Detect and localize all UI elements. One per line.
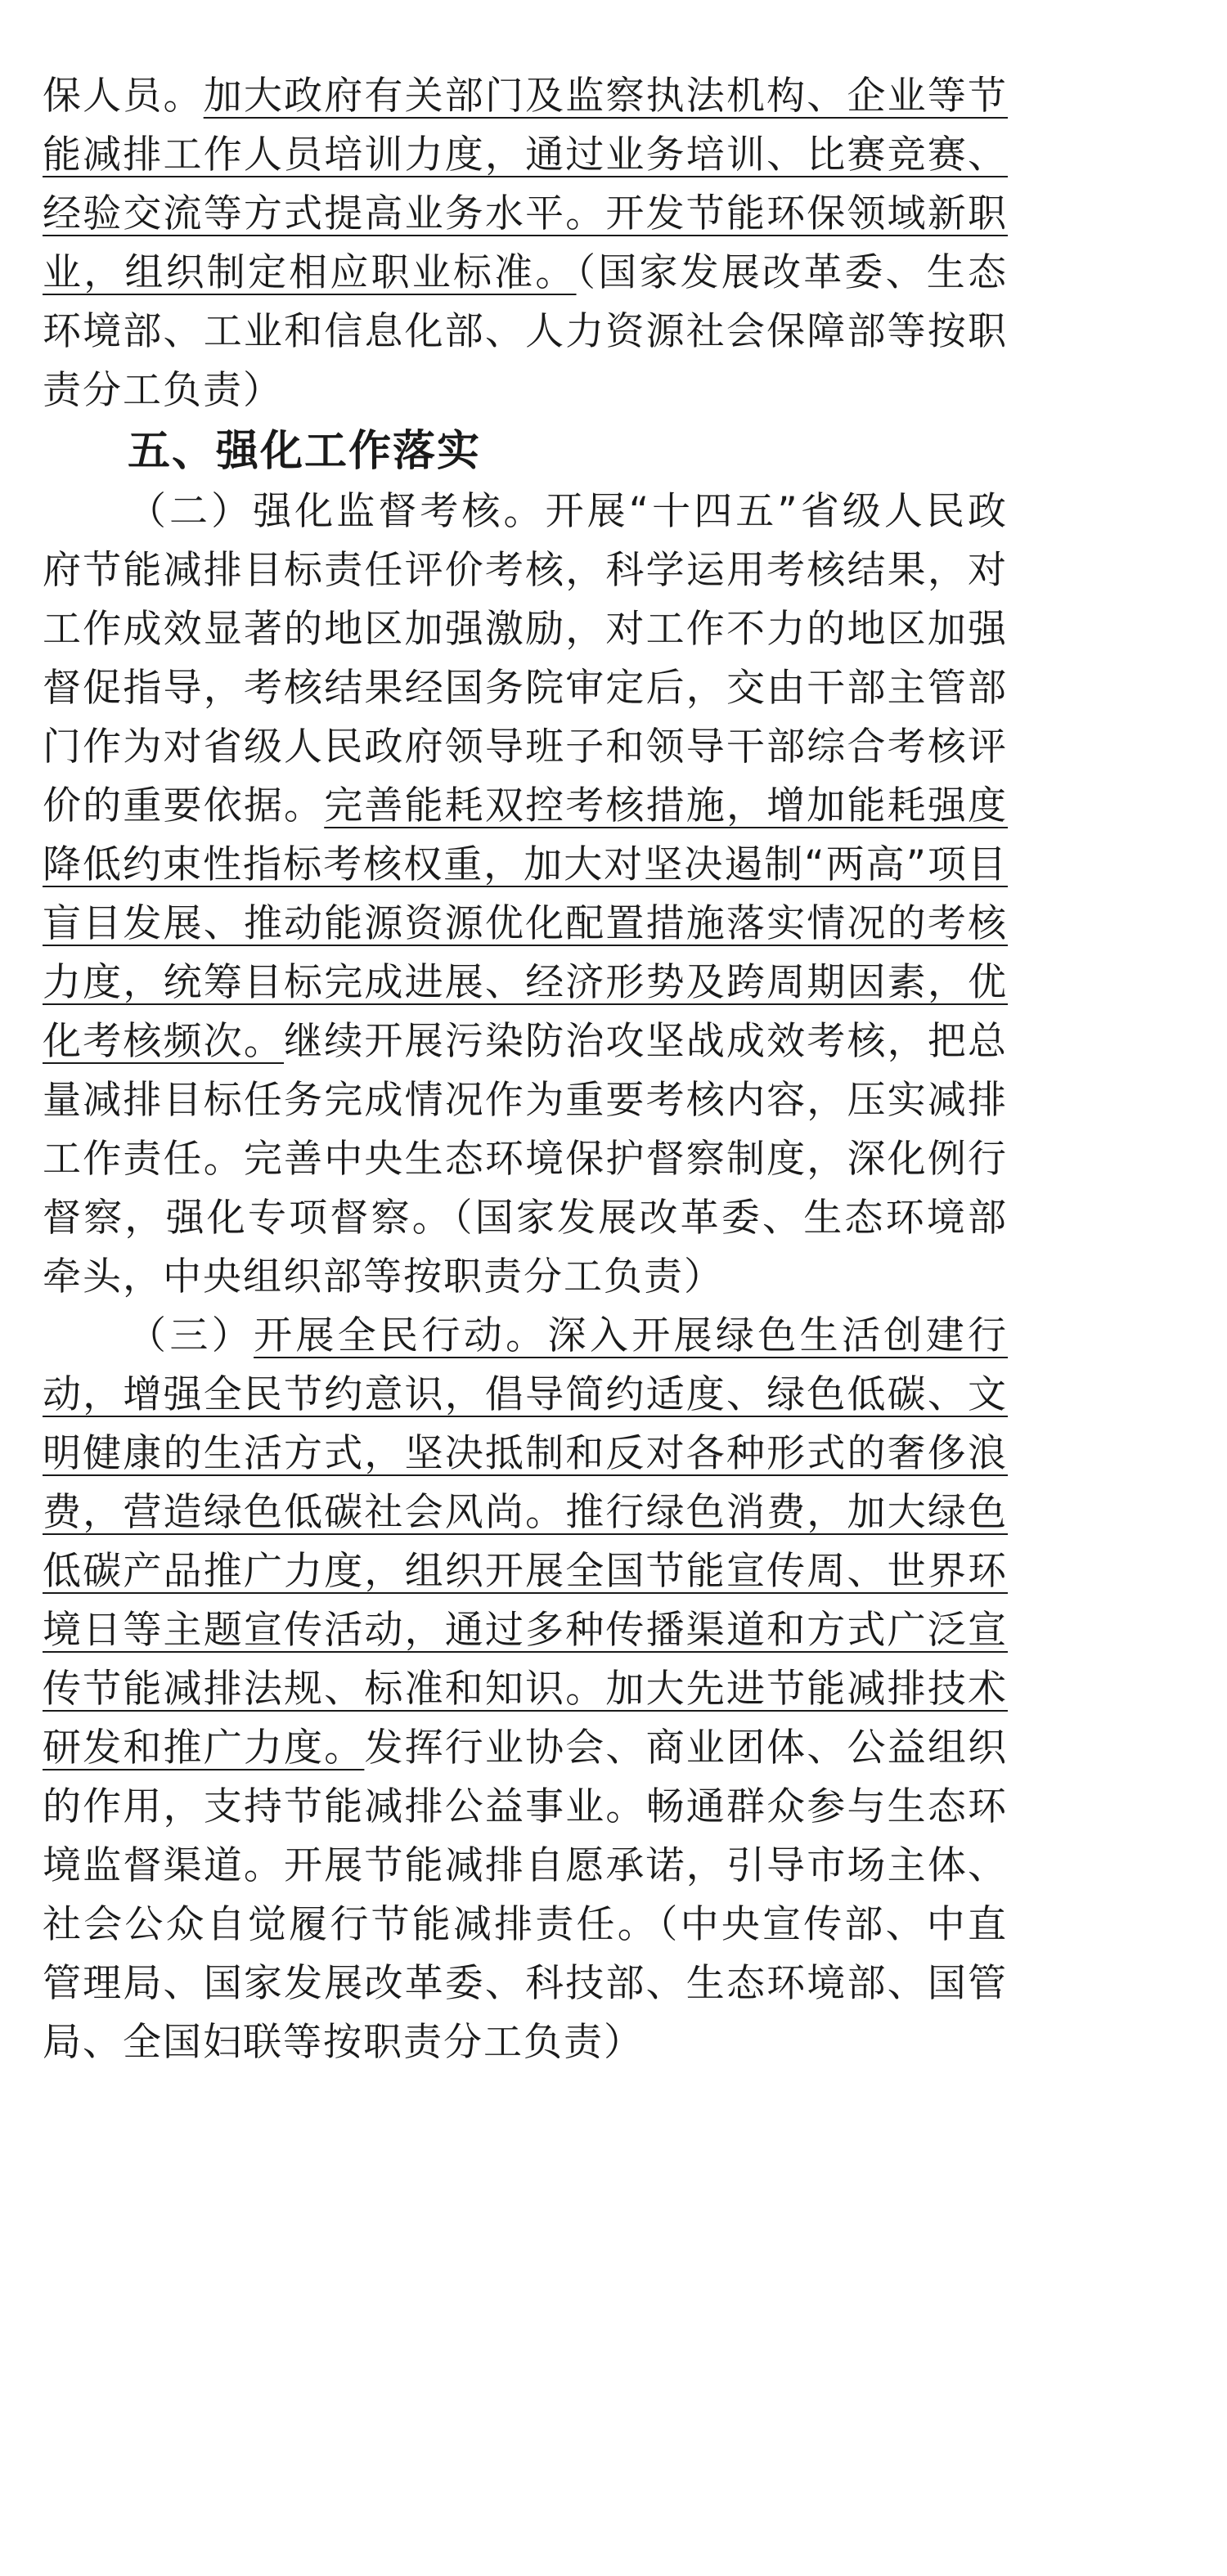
paragraph-item-3 <box>43 1307 1008 2072</box>
paragraph-item-2 <box>43 482 1008 1307</box>
underlined-text-segment: 加大政府有关部门及监察执法机构、企业等节能减排工作人员培训力度，通过业务培训、比赛竞赛、经验交流等方式提高业务水平。开发节能环保领域新职业，组织制定相应职业标准。 <box>43 74 1009 295</box>
section-heading: 五、强化工作落实 <box>128 427 482 476</box>
text-segment: （二）强化监督考核。开展“十四五”省级人民政府节能减排目标责任评价考核，科学运用考核结果，对工作成效显著的地区加强激励，对工作不力的地区加强督促指导，考核结果经国务院审定后，交由干部主管部门作为对省级人民政府领导班子和领导干部综合考核评价的重要依据。 <box>43 489 1008 828</box>
text-segment: 发挥行业协会、商业团体、公益组织的作用，支持节能减排公益事业。畅通群众参与生态环境监督渠道。开展节能减排自愿承诺，引导市场主体、社会公众自觉履行节能减排责任。（中央宣传部、中直管理局、国家发展改革委、科技部、生态环境部、国管局、全国妇联等按职责分工负责） <box>43 1726 1009 2065</box>
paragraph-intro <box>43 67 1008 420</box>
text-segment: 保人员。 <box>43 74 204 119</box>
text-segment: 继续开展污染防治攻坚战成效考核，把总量减排目标任务完成情况作为重要考核内容，压实减排工作责任。完善中央生态环境保护督察制度，深化例行督察，强化专项督察。（国家发展改革委、生态环境部牵头，中央组织部等按职责分工负责） <box>43 1019 1009 1299</box>
document-page <box>43 67 1008 2072</box>
underlined-text-segment: 完善能耗双控考核措施，增加能耗强度降低约束性指标考核权重，加大对坚决遏制“两高”项目盲目发展、推动能源资源优化配置措施落实情况的考核力度，统筹目标完成进展、经济形势及跨周期因素，优化考核频次。 <box>43 783 1009 1064</box>
text-segment: （三） <box>128 1313 254 1358</box>
underlined-text-segment: 开展全民行动。深入开展绿色生活创建行动，增强全民节约意识，倡导简约适度、绿色低碳、文明健康的生活方式，坚决抵制和反对各种形式的奢侈浪费，营造绿色低碳社会风尚。推行绿色消费，加大绿色低碳产品推广力度，组织开展全国节能宣传周、世界环境日等主题宣传活动，通过多种传播渠道和方式广泛宣传节能减排法规、标准和知识。加大先进节能减排技术研发和推广力度。 <box>43 1313 1009 1770</box>
text-segment: （国家发展改革委、生态环境部、工业和信息化部、人力资源社会保障部等按职责分工负责） <box>43 250 1009 413</box>
